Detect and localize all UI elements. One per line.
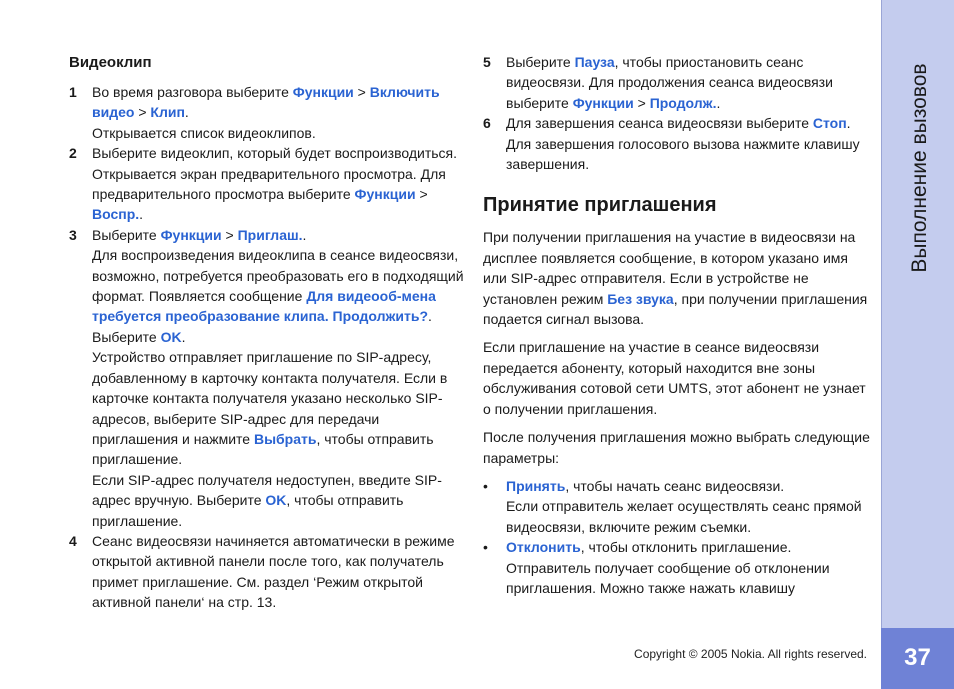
text-run: , чтобы приостановить сеанс видеосвязи. Для продолжения сеанса видеосвязи выберите: [506, 54, 833, 111]
step-item: [69, 225, 469, 531]
step-number: 1: [69, 84, 77, 100]
menu-command: Включить видео: [92, 84, 440, 121]
text-run: Сеанс видеосвязи начиняется автоматически в режиме открытой активной панели после того, как получатель примет приглашение. См. раздел ‘Режим открытой активной панели‘ на стр. 13.: [92, 532, 455, 611]
text-run: Открывается список видеоклипов.: [92, 124, 316, 141]
option-item: [483, 537, 873, 598]
text-run: .: [181, 328, 186, 345]
text-run: .: [184, 104, 189, 121]
right-column: [483, 52, 873, 598]
menu-command: Без звука: [607, 290, 674, 307]
menu-command: Отклонить: [506, 539, 581, 556]
paragraph: [483, 227, 873, 329]
step-item: [69, 143, 469, 225]
step-number: 6: [483, 115, 491, 132]
menu-command: Выбрать: [253, 430, 317, 447]
copyright-notice: Copyright © 2005 Nokia. All rights reserved.: [634, 647, 867, 661]
text-run: .: [716, 94, 721, 111]
text-run: >: [134, 104, 151, 121]
menu-command: Функции: [354, 186, 416, 203]
menu-command: Воспр.: [92, 206, 140, 223]
menu-command: Функции: [572, 94, 634, 111]
step-number: 5: [483, 54, 491, 70]
step-item: [69, 82, 469, 143]
text-run: , при получении приглашения подается сигнал вызова.: [483, 290, 868, 328]
invitation-paragraphs: [483, 227, 873, 467]
section-heading-accept-invitation: Принятие приглашения: [483, 194, 717, 217]
text-run: Если приглашение на участие в сеансе видеосвязи передается абоненту, который находится вне зоны обслуживания сотовой сети UMTS, этот абонент не узнает о получении приглашения.: [483, 339, 866, 417]
bullet-icon: •: [483, 477, 488, 494]
menu-command: Для видеооб-мена требуется преобразование клипа. Продолжить?: [92, 288, 436, 325]
step-number: 3: [69, 226, 77, 243]
menu-command: Приглаш.: [237, 226, 303, 243]
left-column: [69, 52, 469, 613]
text-run: >: [221, 226, 238, 243]
page-number: 37: [881, 628, 954, 689]
step-item: [483, 52, 873, 113]
menu-command: OK: [265, 492, 287, 509]
text-run: После получения приглашения можно выбрать следующие параметры:: [483, 429, 870, 466]
paragraph: [483, 427, 873, 468]
text-run: , чтобы начать сеанс видеосвязи.: [565, 477, 785, 494]
videoclip-steps-continued: [483, 52, 873, 174]
text-run: , чтобы отправить приглашение.: [92, 492, 404, 529]
invitation-options-list: [483, 476, 873, 598]
menu-command: Принять: [506, 477, 566, 494]
text-run: Выберите: [506, 54, 575, 70]
text-run: Во время разговора выберите: [92, 84, 293, 100]
chapter-title: Выполнение вызовов: [907, 63, 931, 273]
step-number: 4: [69, 532, 77, 549]
text-run: Если отправитель желает осуществлять сеанс прямой видеосвязи, включите режим съемки.: [506, 498, 862, 535]
text-run: Выберите: [92, 226, 161, 243]
bullet-icon: •: [483, 539, 488, 556]
menu-command: Пауза: [574, 54, 615, 70]
menu-command: Функции: [292, 84, 354, 100]
text-run: >: [633, 94, 650, 111]
text-run: . Для завершения голосового вызова нажмите клавишу завершения.: [506, 115, 860, 173]
text-run: Для воспроизведения видеоклипа в сеансе видеосвязи, возможно, потребуется преобразовать его в подходящий формат. Появляется сообщение: [92, 247, 464, 305]
text-run: При получении приглашения на участие в видеосвязи на дисплее появляется сообщение, в котором указано имя или SIP-адрес отправителя. Если в устройстве не установлен режим: [483, 229, 856, 307]
chapter-sidebar: [881, 0, 954, 689]
text-run: Выберите видеоклип, который будет воспроизводиться. Открывается экран предварительного просмотра. Для предварительного просмотра выберите: [92, 145, 457, 203]
text-run: >: [415, 186, 428, 203]
paragraph: [483, 337, 873, 419]
menu-command: Стоп: [812, 115, 847, 132]
videoclip-steps: [69, 82, 469, 613]
text-run: Для завершения сеанса видеосвязи выберите: [506, 115, 813, 132]
text-run: , чтобы отправить приглашение.: [92, 430, 434, 468]
step-item: [483, 113, 873, 174]
text-run: Если SIP-адрес получателя недоступен, введите SIP-адрес вручную. Выберите: [92, 471, 442, 509]
menu-command: OK: [160, 328, 182, 345]
text-run: >: [353, 84, 370, 100]
option-item: [483, 476, 873, 537]
text-run: Устройство отправляет приглашение по SIP-адресу, добавленному в карточку контакта получателя. Если в карточке контакта получателя указано несколько SIP-адресов, выберите SIP-адрес для передачи приглашения и нажмите: [92, 349, 448, 447]
text-run: .: [302, 226, 307, 243]
step-number: 2: [69, 145, 77, 162]
section-heading-videoclip: Видеоклип: [69, 54, 152, 71]
text-run: .: [139, 206, 144, 223]
text-run: , чтобы отклонить приглашение. Отправитель получает сообщение об отклонении приглашения. Можно также нажать клавишу: [506, 539, 830, 596]
menu-command: Продолж.: [649, 94, 717, 111]
text-run: . Выберите: [92, 308, 432, 345]
menu-command: Функции: [160, 226, 222, 243]
menu-command: Клип: [150, 104, 185, 121]
step-item: [69, 531, 469, 613]
